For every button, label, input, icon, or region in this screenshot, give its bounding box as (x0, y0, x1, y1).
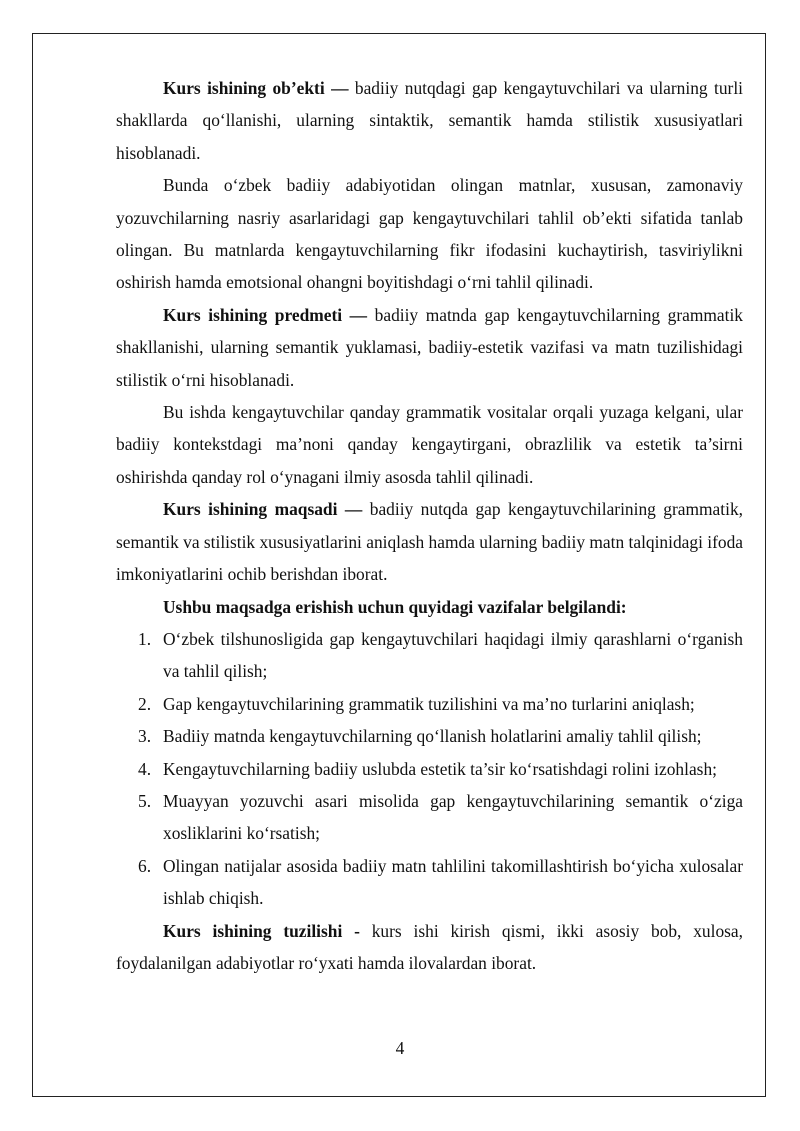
list-item-text: Badiiy matnda kengaytuvchilarning qo‘llanish holatlarini amaliy tahlil qilish; (163, 726, 702, 747)
structure-text: kurs ishi kirish qismi, ikki asosiy bob, xulosa, foydalanilgan adabiyotlar ro‘yxati hamda ilovalardan iborat. (116, 920, 743, 973)
page-number: 4 (395, 1038, 405, 1058)
list-item (116, 720, 743, 752)
object-text: badiiy nutqdagi gap kengaytuvchilari va ularning turli shakllarda qo‘llanishi, ularning sintaktik, semantik hamda stilistik xususiyatlari hisoblanadi. (116, 78, 743, 163)
list-item (116, 753, 743, 785)
structure-lead: Kurs ishining tuzilishi - (163, 920, 360, 941)
document-body (116, 72, 743, 979)
list-item-number: 3. (138, 726, 152, 747)
subject-detail-paragraph (116, 396, 743, 493)
list-item-number: 2. (138, 693, 152, 714)
list-item-number: 1. (138, 628, 152, 649)
list-item-number: 5. (138, 790, 152, 811)
list-item (116, 785, 743, 850)
tasks-list (116, 623, 743, 915)
structure-paragraph (116, 915, 743, 980)
object-lead: Kurs ishining ob’ekti — (163, 78, 349, 98)
object-detail-paragraph (116, 169, 743, 299)
subject-paragraph (116, 299, 743, 396)
list-item-number: 4. (138, 758, 152, 779)
subject-text: badiiy matnda gap kengaytuvchilarning grammatik shakllanishi, ularning semantik yuklamasi, badiiy-estetik vazifasi va matn tuzilishidagi stilistik o‘rni hisoblanadi. (116, 304, 743, 390)
list-item-text: Olingan natijalar asosida badiiy matn tahlilini takomillashtirish bo‘yicha xulosalar ishlab chiqish. (163, 855, 743, 909)
list-item-text: Gap kengaytuvchilarining grammatik tuzilishini va ma’no turlarini aniqlash; (163, 693, 695, 714)
object-paragraph (116, 72, 743, 169)
object-detail-text: Bunda o‘zbek badiiy adabiyotidan olingan matnlar, xususan, zamonaviy yozuvchilarning nasriy asarlaridagi gap kengaytuvchilari tahlil ob’ekti sifatida tanlab olingan. Bu matnlarda kengaytuvchilarning fikr ifodasini kuchaytirish, tasviriylikni oshirish hamda emotsional ohangni boyitishdagi o‘rni tahlil qilinadi. (116, 175, 743, 293)
list-item-text: Muayyan yozuvchi asari misolida gap kengaytuvchilarining semantik o‘ziga xosliklarini ko‘rsatish; (163, 790, 743, 844)
list-item-text: O‘zbek tilshunosligida gap kengaytuvchilari haqidagi ilmiy qarashlarni o‘rganish va tahlil qilish; (163, 628, 743, 682)
goal-text: badiiy nutqda gap kengaytuvchilarining grammatik, semantik va stilistik xususiyatlarini aniqlash hamda ularning badiiy matn talqinidagi ifoda imkoniyatlarini ochib berishdan iborat. (116, 499, 743, 585)
list-item (116, 850, 743, 915)
goal-paragraph (116, 493, 743, 590)
subject-lead: Kurs ishining predmeti — (163, 304, 368, 325)
tasks-heading: Ushbu maqsadga erishish uchun quyidagi vazifalar belgilandi: (163, 596, 627, 617)
list-item-number: 6. (138, 855, 152, 876)
list-item (116, 623, 743, 688)
goal-lead: Kurs ishining maqsadi — (163, 499, 363, 520)
list-item-text: Kengaytuvchilarning badiiy uslubda estetik ta’sir ko‘rsatishdagi rolini izohlash; (163, 758, 717, 779)
list-item (116, 688, 743, 720)
subject-detail-text: Bu ishda kengaytuvchilar qanday grammatik vositalar orqali yuzaga kelgani, ular badiiy kontekstdagi ma’noni qanday kengaytirgani, obrazlilik va estetik ta’sirni oshirishda qanday rol o‘ynagani ilmiy asosda tahlil qilinadi. (116, 402, 743, 487)
